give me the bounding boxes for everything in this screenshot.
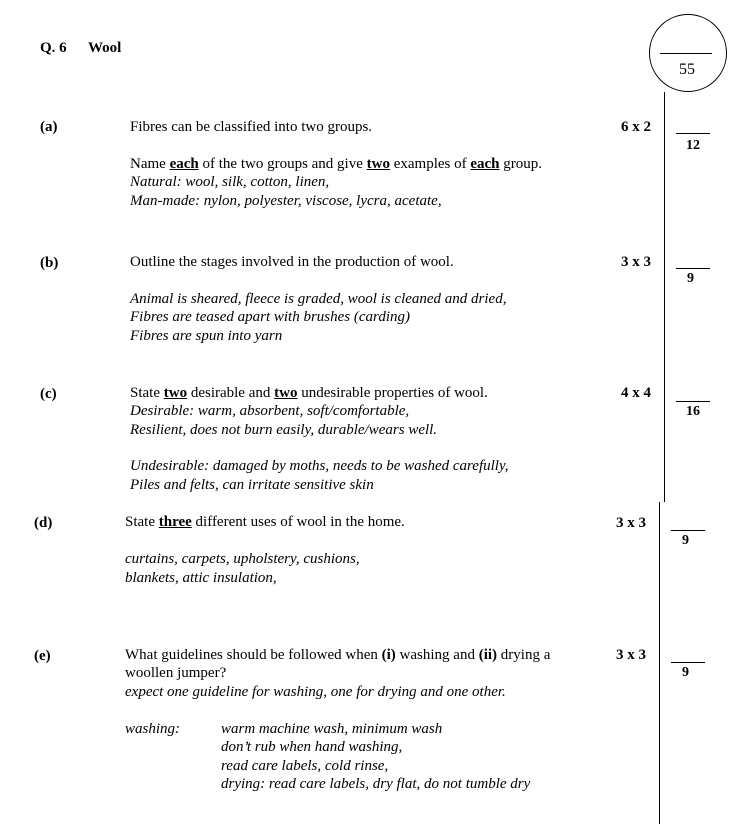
part-b-answer-1: Animal is sheared, fleece is graded, wool is cleaned and dried, — [130, 291, 507, 307]
part-c-marks: 16 — [686, 404, 700, 419]
part-b-label: (b) — [40, 255, 59, 271]
part-d-marks: 9 — [682, 533, 689, 548]
part-e-marks: 9 — [682, 665, 689, 680]
part-d-answer-1: curtains, carpets, upholstery, cushions, — [125, 551, 360, 567]
part-c-marking: 4 x 4 — [621, 385, 651, 401]
part-a-label: (a) — [40, 119, 58, 135]
part-b-marks: 9 — [687, 271, 694, 286]
part-e-answer-4: drying: read care labels, dry flat, do not tumble dry — [221, 776, 531, 792]
part-b-answer-2: Fibres are teased apart with brushes (carding) — [130, 309, 410, 325]
total-marks-line — [660, 53, 712, 54]
part-e-marking: 3 x 3 — [616, 647, 646, 663]
part-c-prompt: State two desirable and two undesirable properties of wool. — [130, 385, 488, 401]
question-number: Q. 6 — [40, 40, 67, 56]
part-c-answer-2: Resilient, does not burn easily, durable/wears well. — [130, 422, 438, 438]
part-a-marks: 12 — [686, 138, 700, 153]
total-marks: 55 — [679, 61, 695, 78]
part-a-answer-1: Natural: wool, silk, cotton, linen, — [130, 174, 330, 190]
part-e-prompt: What guidelines should be followed when (i) washing and (ii) drying a — [125, 647, 551, 663]
part-c-answer-1: Desirable: warm, absorbent, soft/comfortable, — [130, 403, 410, 419]
part-d-marks-line — [671, 530, 705, 531]
part-d-label: (d) — [34, 515, 53, 531]
part-a-marks-line — [676, 133, 710, 134]
part-b-prompt: Outline the stages involved in the production of wool. — [130, 254, 454, 270]
part-e-answer-2: don’t rub when hand washing, — [221, 739, 403, 755]
part-a-answer-2: Man-made: nylon, polyester, viscose, lycra, acetate, — [130, 193, 442, 209]
marks-column-rule-upper — [664, 92, 665, 502]
question-title: Wool — [88, 40, 122, 56]
part-e-marks-line — [671, 662, 705, 663]
part-d-answer-2: blankets, attic insulation, — [125, 570, 277, 586]
part-a-marking: 6 x 2 — [621, 119, 651, 135]
part-d-prompt: State three different uses of wool in the home. — [125, 514, 405, 530]
part-e-label: (e) — [34, 648, 51, 664]
part-a-instruction: Name each of the two groups and give two examples of each group. — [130, 156, 543, 172]
part-b-marking: 3 x 3 — [621, 254, 651, 270]
part-e-washing-label: washing: — [125, 721, 181, 737]
part-c-answer-4: Piles and felts, can irritate sensitive skin — [130, 477, 374, 493]
part-c-answer-3: Undesirable: damaged by moths, needs to be washed carefully, — [130, 458, 509, 474]
part-e-answer-1: warm machine wash, minimum wash — [221, 721, 443, 737]
marks-column-rule-lower — [659, 502, 660, 824]
part-a-prompt: Fibres can be classified into two groups. — [130, 119, 373, 135]
part-b-answer-3: Fibres are spun into yarn — [130, 328, 283, 344]
part-e-note: expect one guideline for washing, one for drying and one other. — [125, 684, 506, 700]
part-c-marks-line — [676, 401, 710, 402]
part-e-answer-3: read care labels, cold rinse, — [221, 758, 389, 774]
part-b-marks-line — [676, 268, 710, 269]
part-e-prompt-line-2: woollen jumper? — [125, 665, 227, 681]
part-c-label: (c) — [40, 386, 57, 402]
part-d-marking: 3 x 3 — [616, 515, 646, 531]
